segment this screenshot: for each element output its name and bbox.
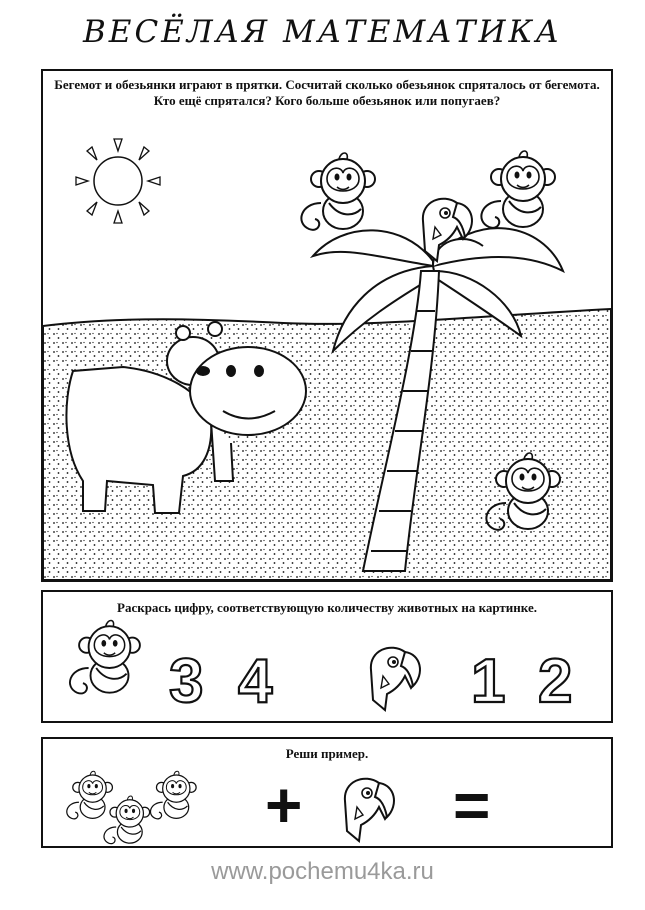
page-title: ВЕСЁЛАЯ МАТЕМАТИКА — [83, 14, 562, 50]
task3-instruction: Реши пример. — [285, 746, 369, 761]
task1-instruction: Бегемот и обезьянки играют в прятки. Сосчитай сколько обезьянок спряталось от бегемота. Кто ещё спрятался? Кого больше обезьянок или попугаев? — [54, 77, 600, 108]
small-monkey-icon — [104, 796, 150, 844]
counting-panel — [41, 590, 613, 723]
monkey-icon — [70, 621, 140, 694]
digit-option-3[interactable]: 3 — [169, 647, 204, 716]
parrot-icon — [345, 779, 394, 841]
digit-option-1[interactable]: 1 — [471, 647, 506, 716]
counting-row — [43, 592, 611, 721]
monkey-left-palm — [301, 153, 375, 230]
monkey-right-palm — [481, 151, 555, 228]
equals-sign: = — [453, 769, 491, 841]
scene-panel — [41, 69, 613, 582]
equation-panel — [41, 737, 613, 848]
scene-illustration — [43, 71, 611, 580]
site-url[interactable]: www.pochemu4ka.ru — [211, 858, 434, 885]
equation-row — [43, 739, 611, 846]
digit-option-2[interactable]: 2 — [538, 647, 573, 716]
digit-option-4[interactable]: 4 — [238, 647, 273, 716]
plus-sign: + — [265, 769, 303, 841]
small-monkey-icon — [67, 771, 113, 819]
task2-instruction: Раскрась цифру, соответствующую количеству животных на картинке. — [117, 600, 537, 615]
sun-icon — [76, 139, 160, 223]
small-monkey-icon — [150, 771, 196, 819]
parrot-icon — [371, 648, 420, 710]
